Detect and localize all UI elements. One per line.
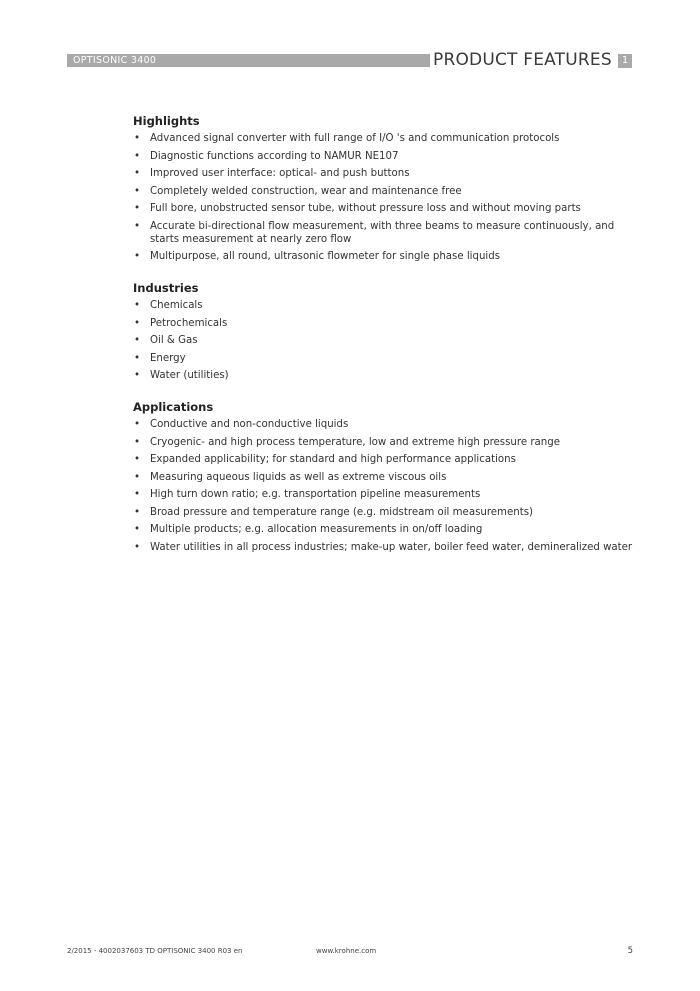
bullet-icon: • — [134, 185, 141, 197]
list-item: • Expanded applicability; for standard and high performance applications — [134, 454, 516, 465]
list-item: • Full bore, unobstructed sensor tube, without pressure loss and without moving parts — [134, 203, 581, 214]
section-industries — [133, 281, 633, 382]
bullet-icon: • — [134, 251, 141, 262]
chapter-badge: 1 — [618, 54, 632, 68]
bullet-icon: • — [134, 419, 141, 430]
bullet-icon: • — [134, 506, 141, 518]
list-item: • Oil & Gas — [134, 335, 198, 346]
bullet-icon: • — [134, 300, 141, 311]
bullet-icon: • — [134, 489, 141, 500]
bullet-icon: • — [134, 471, 141, 483]
bullet-icon: • — [134, 524, 141, 535]
list-item: • Accurate bi-directional flow measurement, with three beams to measure continuously, and starts measurement at nearly zero flow — [134, 220, 615, 245]
list-item: • Diagnostic functions according to NAMUR NE107 — [134, 150, 399, 162]
list-item: • Measuring aqueous liquids as well as extreme viscous oils — [134, 471, 447, 483]
list-item: • Improved user interface: optical- and push buttons — [134, 168, 410, 179]
footer-doc-ref: 2/2015 - 4002037603 TD OPTISONIC 3400 R03 en — [67, 947, 243, 955]
bullet-icon: • — [134, 168, 141, 179]
bullet-icon: • — [134, 454, 141, 465]
main-content — [133, 114, 633, 572]
list-item: • Conductive and non-conductive liquids — [134, 419, 349, 430]
bullet-icon: • — [134, 220, 141, 232]
bullet-list — [133, 132, 633, 263]
list-item: • High turn down ratio; e.g. transportation pipeline measurements — [134, 489, 481, 500]
bullet-list — [133, 299, 633, 382]
section-title: PRODUCT FEATURES — [433, 50, 612, 70]
list-item: • Energy — [134, 352, 186, 364]
bullet-icon: • — [134, 436, 141, 448]
bullet-icon: • — [134, 317, 141, 329]
section-applications — [133, 400, 633, 554]
page-number: 5 — [627, 946, 633, 956]
list-item: • Water utilities in all process industries; make-up water, boiler feed water, demineralized water — [134, 541, 633, 553]
bullet-icon: • — [134, 370, 141, 381]
list-item: • Cryogenic- and high process temperature, low and extreme high pressure range — [134, 436, 560, 448]
page-footer — [67, 945, 633, 957]
list-item: • Water (utilities) — [134, 370, 229, 381]
bullet-icon: • — [134, 541, 141, 553]
section-heading: Applications — [133, 400, 214, 414]
list-item: • Broad pressure and temperature range (e.g. midstream oil measurements) — [134, 506, 533, 518]
bullet-icon: • — [134, 150, 141, 162]
section-heading: Industries — [133, 281, 199, 295]
bullet-list — [133, 418, 633, 554]
list-item: • Advanced signal converter with full range of I/O 's and communication protocols — [134, 133, 560, 144]
list-item: • Petrochemicals — [134, 317, 228, 329]
bullet-icon: • — [134, 203, 141, 214]
bullet-icon: • — [134, 335, 141, 346]
header-product-bar — [67, 54, 430, 67]
product-name: OPTISONIC 3400 — [73, 55, 157, 66]
section-heading: Highlights — [133, 114, 200, 128]
bullet-icon: • — [134, 352, 141, 364]
section-highlights — [133, 114, 633, 263]
list-item: • Multiple products; e.g. allocation measurements in on/off loading — [134, 524, 483, 535]
list-item: • Completely welded construction, wear and maintenance free — [134, 185, 462, 197]
footer-website: www.krohne.com — [316, 947, 377, 955]
list-item: • Chemicals — [134, 300, 203, 311]
list-item: • Multipurpose, all round, ultrasonic flowmeter for single phase liquids — [134, 251, 501, 262]
bullet-icon: • — [134, 133, 141, 144]
